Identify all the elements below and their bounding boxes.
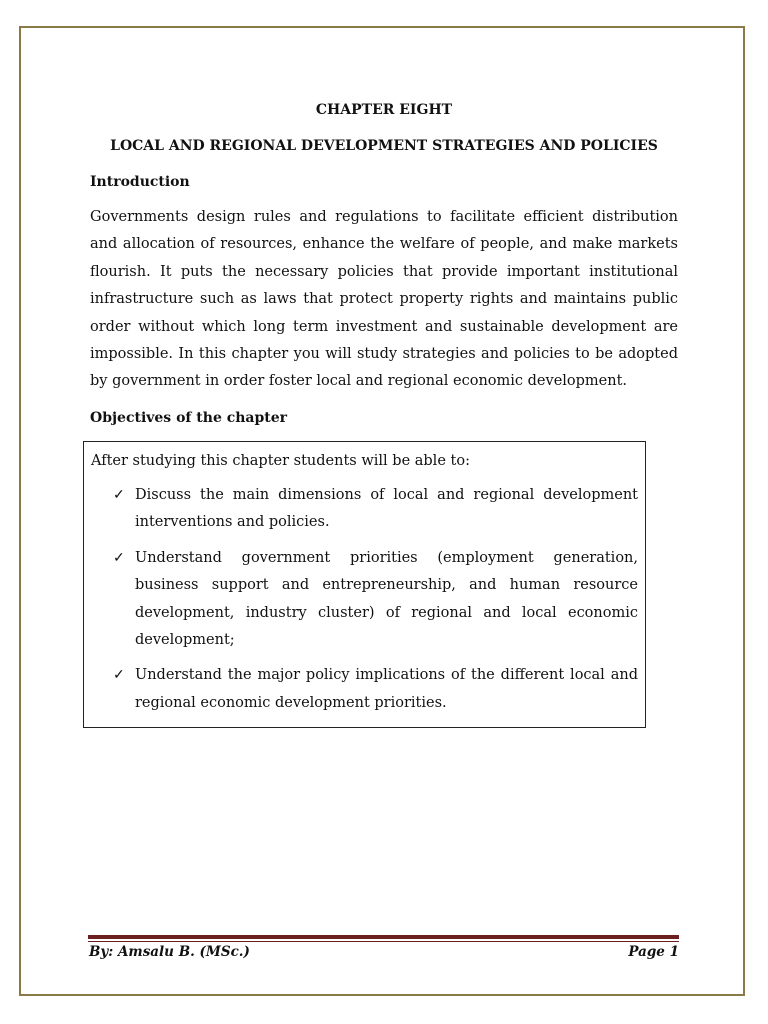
footer-author: By: Amsalu B. (MSc.) xyxy=(89,944,250,960)
introduction-heading: Introduction xyxy=(90,174,190,190)
objective-item xyxy=(113,482,638,537)
objective-item xyxy=(113,545,638,655)
chapter-title: CHAPTER EIGHT xyxy=(315,102,453,118)
checkmark-icon: ✓ xyxy=(113,667,125,684)
objectives-lead: After studying this chapter students will be able to: xyxy=(91,453,470,469)
objective-item xyxy=(113,662,638,717)
chapter-subtitle: LOCAL AND REGIONAL DEVELOPMENT STRATEGIES AND POLICIES xyxy=(110,138,658,154)
objective-text: Understand the major policy implications of the different local and regional economic development priorities. xyxy=(135,667,638,711)
footer-page-number: Page 1 xyxy=(628,944,679,960)
objectives-list xyxy=(113,482,638,725)
footer-rule-thin xyxy=(88,941,679,942)
objectives-heading: Objectives of the chapter xyxy=(90,409,288,426)
footer-rule xyxy=(88,935,679,939)
objectives-box xyxy=(83,441,646,728)
checkmark-icon: ✓ xyxy=(113,549,125,566)
checkmark-icon: ✓ xyxy=(113,487,125,503)
objective-text: Discuss the main dimensions of local and regional development interventions and policies. xyxy=(135,487,638,531)
objective-text: Understand government priorities (employment generation, business support and entrepreneurship, and human resource development, industry cluster) of regional and local economic development; xyxy=(135,549,638,649)
introduction-paragraph: Governments design rules and regulations to facilitate efficient distribution and allocation of resources, enhance the welfare of people, and make markets flourish. It puts the necessary policies that provide important institutional infrastructure such as laws that protect property rights and maintains public order without which long term investment and sustainable development are impossible. In this chapter you will study strategies and policies to be adopted by government in order foster local and regional economic development. xyxy=(90,209,678,390)
page-content xyxy=(90,98,678,440)
